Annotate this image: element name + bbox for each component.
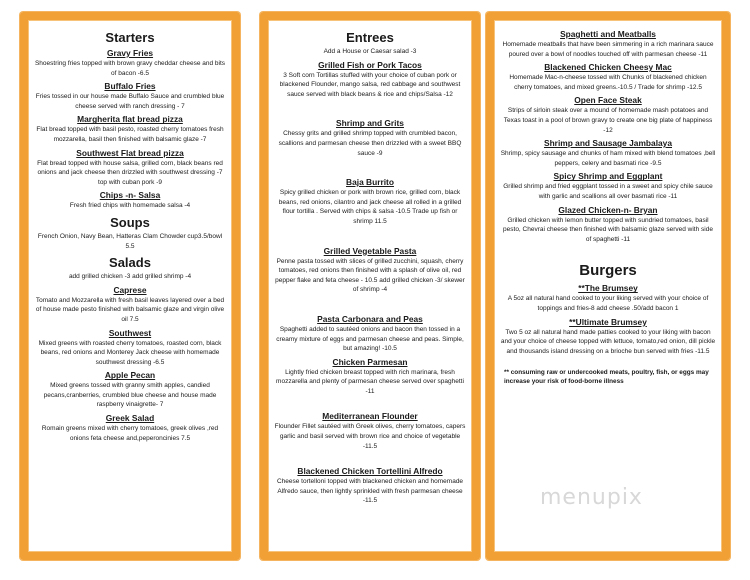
entree-name: Blackened Chicken Tortellini Alfredo <box>297 466 443 477</box>
salad-desc: Mixed greens tossed with granny smith apples, candied pecans,cranberries, crumbled blue cheese and house made raspberry vinaigrette- 7 <box>43 382 217 409</box>
entree-desc: Cheese tortelloni topped with blackened chicken and homemade Alfredo sauce, then lightly sprinkled with fresh parmesan cheese -11.5 <box>276 478 464 505</box>
entree-desc: Grilled chicken with lemon butter topped with sundried tomatoes, basil pesto, Chevrai cheese then finished with balsamic glaze served with side of spaghetti -11 <box>503 216 713 243</box>
starters-title: Starters <box>105 30 155 45</box>
salad-desc: Mixed greens with roasted cherry tomatoes, roasted corn, black beans, red onions and Monterey Jack cheese with homemade southwest dressing -6.5 <box>38 339 222 366</box>
entree-name: Mediterranean Flounder <box>322 411 418 422</box>
entree-desc: Penne pasta tossed with slices of grilled zucchini, squash, cherry tomatoes, red onions then finished with a splash of olive oil, red pepper flake and feta cheese - 10.5 add grilled chicken -3/ skewer of shrimp -4 <box>275 257 465 294</box>
soups-title: Soups <box>110 214 150 230</box>
dish-desc: Flat bread topped with basil pesto, roasted cherry tomatoes fresh mozzarella, basil then finished with balsamic glaze -7 <box>36 126 224 143</box>
entree-name: Blackened Chicken Cheesy Mac <box>544 62 672 73</box>
entree-desc: Chessy grits and grilled shrimp topped with crumbled bacon, scallions and parmesan cheese then drizzled with a sweet BBQ sauce -9 <box>278 130 462 157</box>
burger-name: **Ultimate Brumsey <box>569 316 647 327</box>
entree-name: Baja Burrito <box>346 177 394 188</box>
entrees-title: Entrees <box>346 30 394 45</box>
salad-name: Apple Pecan <box>104 370 156 381</box>
dish-desc: Flat bread topped with house salsa, grilled corn, black beans red onions and jack cheese then drizzled with southwest dressing -7 top with cuban pork -9 <box>37 159 223 186</box>
dish-desc: Fresh fried chips with homemade salsa -4 <box>69 202 191 210</box>
entree-desc: Shrimp, spicy sausage and chunks of ham mixed with blend tomatoes ,bell peppers, celery and basmati rice -9.5 <box>500 150 716 167</box>
entree-desc: Spicy grilled chicken or pork with brown rice, grilled corn, black beans, red onions, cilantro and jack cheese all rolled in a grilled flour tortilla . Served with chips & salsa -10.5 Trade up fish or shrimp 11.5 <box>278 189 462 225</box>
salad-desc: Tomato and Mozzarella with fresh basil leaves layered over a bed of house made pesto finished with balsamic glaze and virgin olive oil 7.5 <box>35 296 225 323</box>
dish-name: Buffalo Fries <box>104 81 156 92</box>
menupix-watermark: menupix <box>540 485 643 510</box>
dish-name: Margherita flat bread pizza <box>77 114 183 125</box>
starters-soups-salads-panel <box>20 12 240 560</box>
entree-desc: Lightly fried chicken breast topped with rich marinara, fresh mozzarella and plenty of parmesan cheese served over spaghetti -11 <box>276 368 464 395</box>
more-entrees-burgers-panel <box>486 12 730 560</box>
entree-name: Glazed Chicken-n- Bryan <box>558 204 658 215</box>
burger-desc: A 5oz all natural hand cooked to your liking served with your choice of toppings and fries-8 add cheese .50/add bacon 1 <box>507 295 709 312</box>
entrees-panel <box>260 12 480 560</box>
entree-desc: 3 Soft corn Tortillas stuffed with your choice of cuban pork or blackened Flounder, mango salsa, red cabbage and southwest sauce served with black beans & rice and chips/Salsa -12 <box>279 71 461 98</box>
dish-name: Southwest Flat bread pizza <box>76 147 184 158</box>
entree-name: Spaghetti and Meatballs <box>560 29 656 39</box>
salad-desc: Romain greens mixed with cherry tomatoes, greek olives ,red onions feta cheese and,peperoncinies 7.5 <box>41 425 219 442</box>
entree-desc: Strips of sirloin steak over a mound of homemade mash potatoes and Texas toast in a pool of brown gravy to create one big plate of happiness -12 <box>503 107 713 134</box>
dish-desc: Fries tossed in our house made Buffalo Sauce and crumbled blue cheese served with ranch dressing - 7 <box>35 93 225 110</box>
entree-name: Pasta Carbonara and Peas <box>317 313 423 324</box>
entree-desc: Flounder Fillet sautéed with Greek olives, cherry tomatoes, capers garlic and basil served with brown rice and choice of vegetable -11.5 <box>274 423 466 450</box>
entree-name: Grilled Vegetable Pasta <box>323 245 417 256</box>
dish-desc: Shoestring fries topped with brown gravy cheddar cheese and bits of bacon -6.5 <box>34 60 226 77</box>
burgers-title: Burgers <box>579 262 637 280</box>
entree-name: Open Face Steak <box>574 95 642 106</box>
entree-name: Grilled Fish or Pork Tacos <box>318 59 422 70</box>
soups-desc: French Onion, Navy Bean, Hatteras Clam Chowder cup3.5/bowl 5.5 <box>37 232 223 250</box>
entree-desc: Spaghetti added to sautéed onions and bacon then tossed in a creamy mixture of eggs and parmesan cheese and peas. Simple, but amazing! -10.5 <box>276 325 464 353</box>
food-safety-warning: ** consuming raw or undercooked meats, poultry, fish, or eggs may increase your risk of food-borne illness <box>504 369 709 386</box>
entree-desc: Homemade meatballs that have been simmering in a rich marinara sauce poured over a bowl of noodles touched off with parmesan cheese -11 <box>502 41 714 58</box>
entree-desc: Homemade Mac-n-cheese tossed with Chunks of blackened chicken cherry tomatoes, and mixed greens.-10.5 / Trade for shrimp -12.5 <box>509 74 707 91</box>
dish-name: Chips -n- Salsa <box>99 190 161 201</box>
burger-name: **The Brumsey <box>578 283 638 294</box>
salads-addon: add grilled chicken -3 add grilled shrimp -4 <box>68 273 192 281</box>
salad-name: Caprese <box>113 284 147 295</box>
burger-desc: Two 5 oz all natural hand made patties cooked to your liking with bacon and your choice of cheese topped with lettuce, tomato,red onion, dill pickle and thousands island dressing on a brioche bun served with fries -11.5 <box>500 328 716 355</box>
entree-desc: Grilled shrimp and fried eggplant tossed in a sweet and spicy chile sauce with garlic and scallions all over basmati rice -11 <box>503 183 713 200</box>
entree-name: Shrimp and Grits <box>336 118 404 129</box>
dish-name: Gravy Fries <box>106 48 154 58</box>
entree-name: Spicy Shrimp and Eggplant <box>553 171 663 182</box>
entree-name: Shrimp and Sausage Jambalaya <box>543 138 672 149</box>
salad-name: Southwest <box>108 327 152 338</box>
entrees-addon: Add a House or Caesar salad -3 <box>323 48 417 55</box>
salad-name: Greek Salad <box>105 413 155 424</box>
salads-title: Salads <box>109 255 151 271</box>
entree-name: Chicken Parmesan <box>332 356 408 367</box>
